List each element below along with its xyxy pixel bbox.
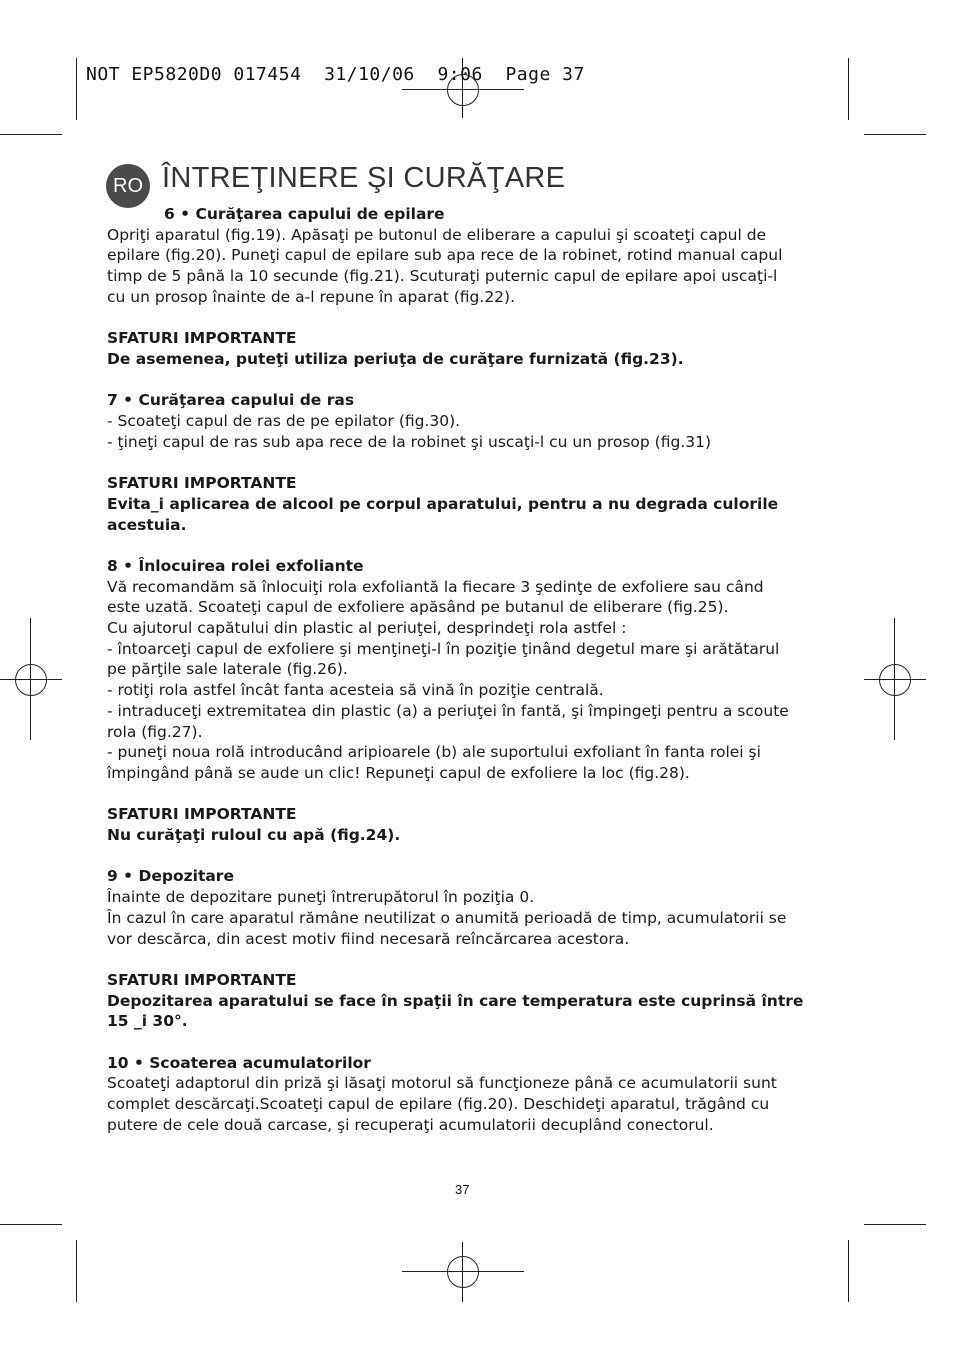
section-10-line: Scoateţi adaptorul din priză şi lăsaţi motorul să funcţioneze până ce acumulatorii sunt	[107, 1074, 777, 1093]
tip-3-heading: SFATURI IMPORTANTE	[107, 805, 297, 824]
crop-mark-top-left-v	[76, 58, 77, 120]
section-8-line: Cu ajutorul capătului din plastic al periuţei, desprindeţi rola astfel :	[107, 619, 627, 637]
section-6-line: timp de 5 până la 10 secunde (fig.21). Scuturaţi puternic capul de epilare apoi uscaţi-l	[107, 267, 778, 286]
document-body	[107, 204, 809, 1136]
printer-slug: NOT EP5820D0 017454 31/10/06 9:06 Page 37	[86, 64, 585, 85]
page-title: ÎNTREŢINERE ŞI CURĂŢARE	[162, 162, 566, 194]
section-10-line: putere de cele două carcase, şi recuperaţi acumulatorii decuplând conectorul.	[107, 1115, 714, 1134]
tip-1-heading: SFATURI IMPORTANTE	[107, 329, 297, 348]
section-9-line: În cazul în care aparatul rămâne neutilizat o anumită perioadă de timp, acumulatorii se	[107, 908, 787, 927]
section-8-line: - rotiţi rola astfel încât fanta acesteia să vină în poziţie centrală.	[107, 681, 604, 700]
tip-3-text: Nu curăţaţi ruloul cu apă (fig.24).	[107, 826, 401, 845]
section-8-line: - intraduceţi extremitatea din plastic (a) a periuţei în fantă, şi împingeţi pentru a scoute	[107, 701, 789, 720]
section-8-line: rola (fig.27).	[107, 722, 203, 741]
section-6-line: cu un prosop înainte de a-l repune în aparat (fig.22).	[107, 287, 516, 306]
tip-2-heading: SFATURI IMPORTANTE	[107, 474, 297, 493]
section-8-line: - puneţi noua rolă introducând aripioarele (b) ale suportului exfoliant în fanta rolei şi	[107, 743, 761, 762]
section-10-heading: 10 • Scoaterea acumulatorilor	[107, 1053, 371, 1072]
crop-mark-bottom-right-h	[864, 1224, 926, 1225]
section-9-line: Înainte de depozitare puneţi întrerupătorul în poziţia 0.	[107, 888, 535, 907]
tip-4-line: Depozitarea aparatului se face în spaţii în care temperatura este cuprinsă între	[107, 991, 804, 1010]
section-9-heading: 9 • Depozitare	[107, 867, 234, 886]
section-6-line: Opriţi aparatul (fig.19). Apăsaţi pe butonul de eliberare a capului şi scoateţi capul de	[107, 225, 767, 244]
page-number: 37	[455, 1182, 470, 1197]
tip-4-line: 15 _i 30°.	[107, 1012, 188, 1031]
tip-2-line: Evita_i aplicarea de alcool pe corpul aparatului, pentru a nu degrada culorile	[107, 494, 779, 513]
section-10-line: complet descărcaţi.Scoateţi capul de epilare (fig.20). Deschideţi aparatul, trăgând cu	[107, 1095, 770, 1114]
section-8-line: pe părţile sale laterale (fig.26).	[107, 660, 348, 679]
tip-1-text: De asemenea, puteţi utiliza periuţa de curăţare furnizată (fig.23).	[107, 349, 684, 368]
section-8-line: împingând până se aude un clic! Repuneţi capul de exfoliere la loc (fig.28).	[107, 763, 690, 782]
section-8-line: este uzată. Scoateţi capul de exfoliere apăsând pe butanul de eliberare (fig.25).	[107, 598, 729, 617]
crop-mark-bottom-left-h	[0, 1224, 62, 1225]
crop-mark-bottom-left-v	[76, 1240, 77, 1302]
section-7-heading: 7 • Curăţarea capului de ras	[107, 391, 355, 410]
crop-mark-top-left-h	[0, 134, 62, 135]
section-8-heading: 8 • Înlocuirea rolei exfoliante	[107, 556, 364, 575]
crop-mark-bottom-right-v	[848, 1240, 849, 1302]
section-8-line: - întoarceţi capul de exfoliere şi menţineţi-l în poziţie ţinând degetul mare şi arătătarul	[107, 639, 780, 658]
crop-mark-top-right-v	[848, 58, 849, 120]
section-8-line: Vă recomandăm să înlocuiţi rola exfoliantă la fiecare 3 şedinţe de exfoliere sau când	[107, 577, 764, 596]
section-6-line: epilare (fig.20). Puneţi capul de epilare sub apa rece de la robinet, rotind manual capul	[107, 246, 783, 265]
language-badge: RO	[106, 164, 150, 208]
crop-mark-top-right-h	[864, 134, 926, 135]
tip-2-line: acestuia.	[107, 515, 187, 534]
section-7-line: - Scoateţi capul de ras de pe epilator (fig.30).	[107, 412, 461, 430]
section-6-heading: 6 • Curăţarea capului de epilare	[164, 205, 445, 223]
section-9-line: vor descărca, din acest motiv fiind necesară reîncărcarea acestora.	[107, 929, 630, 948]
section-7-line: - ţineţi capul de ras sub apa rece de la robinet şi uscaţi-l cu un prosop (fig.31)	[107, 432, 712, 451]
tip-4-heading: SFATURI IMPORTANTE	[107, 970, 297, 989]
